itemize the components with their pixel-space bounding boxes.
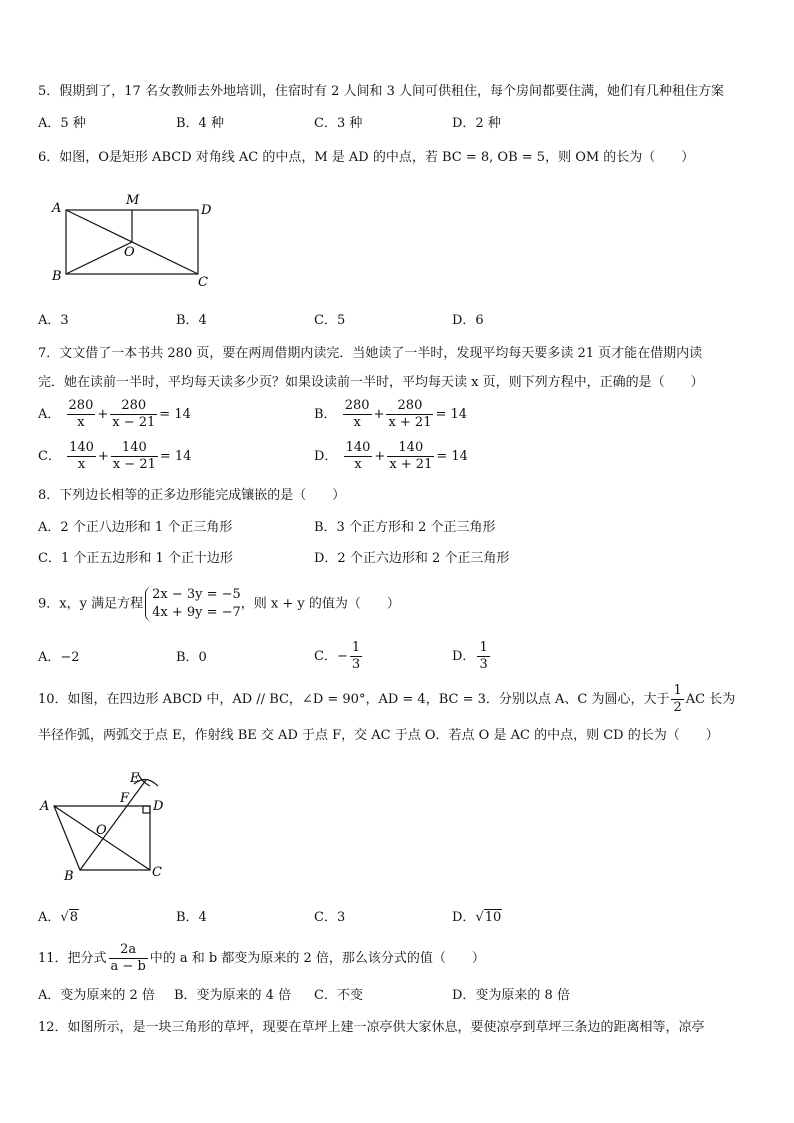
q9-option-b[interactable]: B．0 [176,650,207,665]
q11-option-b[interactable]: B．变为原来的 4 倍 [174,988,292,1003]
label-a: A [40,799,50,814]
q6-option-d[interactable]: D．6 [452,313,484,328]
q8-option-d[interactable]: D．2 个正六边形和 2 个正三角形 [314,551,510,566]
q9-equation-system: 2x − 3y = −5 4x + 9y = −7 [145,586,241,622]
q11-option-d[interactable]: D．变为原来的 8 倍 [452,988,570,1003]
q11-option-a[interactable]: A．变为原来的 2 倍 [38,988,155,1003]
q10-stem-line2: 半径作弧，两弧交于点 E，作射线 BE 交 AD 于点 F，交 AC 于点 O．若点 O 是 AC 的中点，则 CD 的长为（ ） [38,728,719,743]
q9-stem: 9．x，y 满足方程 2x − 3y = −5 4x + 9y = −7 ，则 x + y 的值为（ ） [38,587,400,620]
q7-option-c[interactable]: C． $\frac{140}{x}$ + $\frac{140}{x - 21}$ = 14 [38,440,192,472]
q10-stem-line1: 10．如图，在四边形 ABCD 中，AD // BC，∠D = 90°，AD = 4，BC = 3．分别以点 A、C 为圆心，大于 $\frac{1}{2}$ AC 长为 [38,683,736,715]
q10-quadrilateral-figure [36,768,176,886]
q5-option-a[interactable]: A．5 种 [38,116,86,131]
q7-option-b[interactable]: B． $\frac{280}{x}$ + $\frac{280}{x + 21}$ = 14 [314,398,468,430]
q12-stem: 12．如图所示，是一块三角形的草坪，现要在草坪上建一凉亭供大家休息，要使凉亭到草坪三条边的距离相等，凉亭 [38,1020,705,1035]
q8-option-c[interactable]: C．1 个正五边形和 1 个正十边形 [38,551,233,566]
ray-be [80,780,146,870]
q5-stem: 5．假期到了，17 名女教师去外地培训，住宿时有 2 人间和 3 人间可供租住，每个房间都要住满，她们有几种租住方案 [38,84,725,99]
q11-option-c[interactable]: C．不变 [314,988,363,1003]
label-a: A [52,201,62,216]
label-o: O [124,245,135,260]
q6-stem: 6．如图，O是矩形 ABCD 对角线 AC 的中点，M 是 AD 的中点，若 BC = 8, OB = 5，则 OM 的长为（ ） [38,150,695,165]
q6-rectangle-figure [48,190,228,290]
label-c: C [152,865,162,880]
label-d: D [201,203,212,218]
q5-option-d[interactable]: D．2 种 [452,116,501,131]
q7-stem-line1: 7．文文借了一本书共 280 页，要在两周借期内读完．当她读了一半时，发现平均每天要多读 21 页才能在借期内读 [38,346,703,361]
q6-option-a[interactable]: A．3 [38,313,69,328]
q10-option-a[interactable]: A．√8 [38,910,78,925]
q6-option-c[interactable]: C．5 [314,313,346,328]
q9-option-a[interactable]: A．−2 [38,650,80,665]
q9-option-d[interactable]: D． $\frac{1}{3}$ [452,640,488,672]
q8-option-a[interactable]: A．2 个正八边形和 1 个正三角形 [38,520,233,535]
q8-stem: 8．下列边长相等的正多边形能完成镶嵌的是（ ） [38,488,346,503]
q8-option-b[interactable]: B．3 个正方形和 2 个正三角形 [314,520,496,535]
q7-option-d[interactable]: D． $\frac{140}{x}$ + $\frac{140}{x + 21}$ = 14 [314,440,468,472]
label-b: B [52,269,62,284]
q5-option-c[interactable]: C．3 种 [314,116,363,131]
q5-option-b[interactable]: B．4 种 [176,116,224,131]
q10-option-b[interactable]: B．4 [176,910,207,925]
label-d: D [153,799,164,814]
q7-option-a[interactable]: A． $\frac{280}{x}$ + $\frac{280}{x - 21}$ = 14 [38,398,191,430]
right-angle-mark [143,806,150,813]
q9-option-c[interactable]: C．− $\frac{1}{3}$ [314,640,361,672]
label-f: F [120,791,130,806]
label-e: E [130,771,140,786]
q7-stem-line2: 完．她在读前一半时，平均每天读多少页？如果设读前一半时，平均每天读 x 页，则下列方程中，正确的是（ ） [38,375,704,390]
q11-stem: 11．把分式 $\frac{2a}{a - b}$ 中的 a 和 b 都变为原来的 2 倍，那么该分式的值（ ） [38,942,485,974]
label-c: C [198,275,208,290]
diagonal-ac [54,806,150,870]
q10-option-c[interactable]: C．3 [314,910,346,925]
q10-option-d[interactable]: D．√10 [452,910,502,925]
label-b: B [64,869,74,884]
label-o: O [96,823,107,838]
segment-bo [66,242,132,274]
label-m: M [126,193,140,208]
q6-option-b[interactable]: B．4 [176,313,207,328]
